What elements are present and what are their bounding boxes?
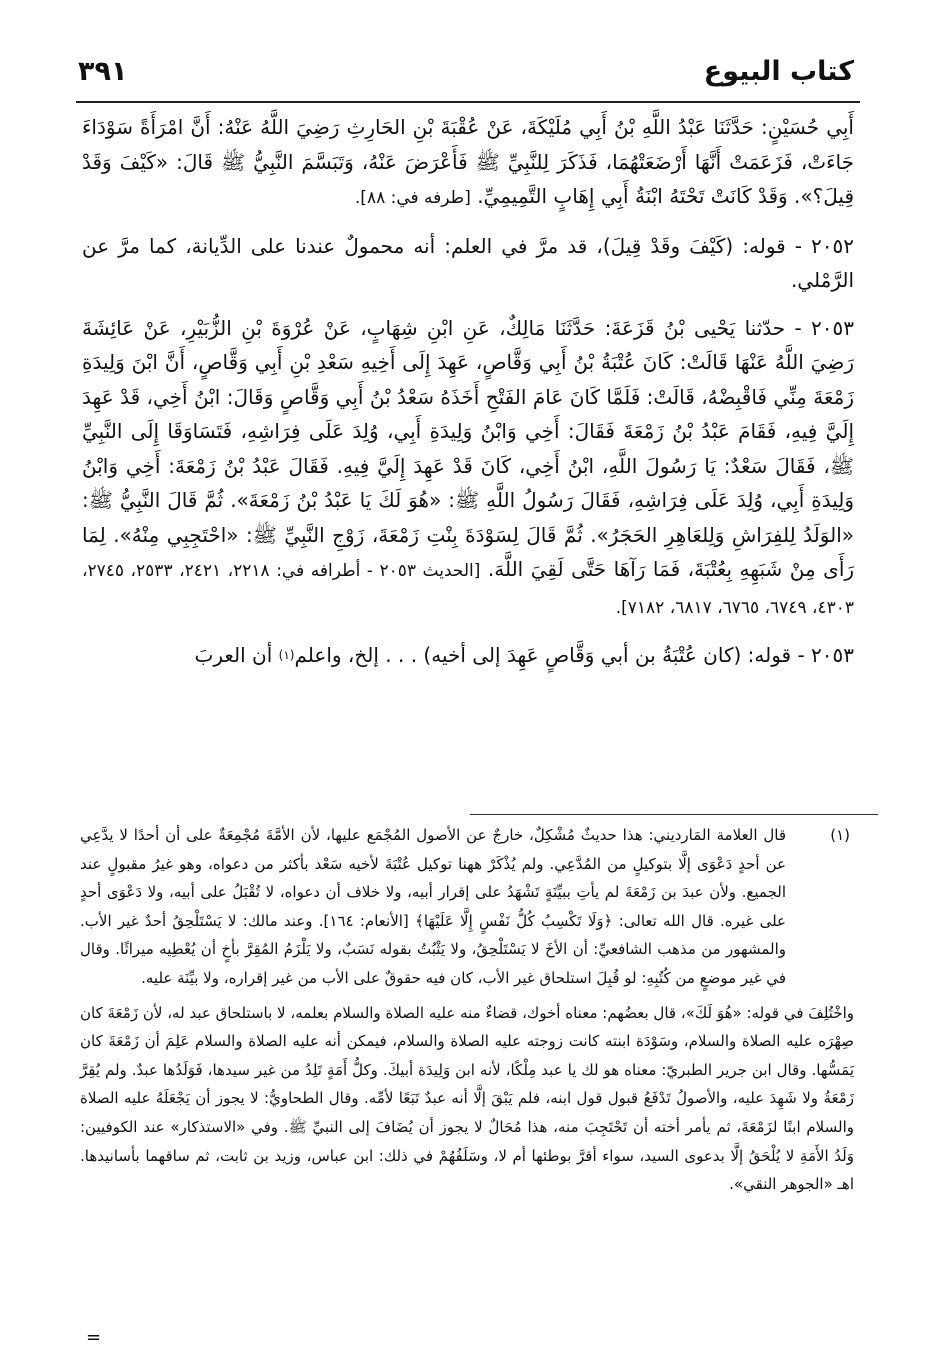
page-number: ٣٩١	[78, 56, 128, 87]
footnote-1: (١) قال العلامة المَارديني: هذا حديثٌ مُشْكِلٌ، خارجٌ عن الأصول المُجْمَع عليها، لأن الأمَّةَ مُجْمِعَةٌ على أن أحدًا لا يدَّعِي عن أحدٍ دَعْوَى إلَّا بتوكيلٍ من المُدَّعِي. ولم يُذْكَرْ ههنا توكيل عُتْبَةَ لأخيه سَعْد بأكثر من دعواه، وهو غيرُ مقبولٍ عند الجميع. ولأن عبدَ بن زَمْعَةَ لم يأتِ ببيِّنَةٍ تَشْهَدُ على إقرار أبيه، ولا خلاف أن دعواه، لا تُقْبَلُ على أبيه، ولا دَعْوَى أحدٍ على غيره. قال الله تعالى: ﴿وَلَا تَكْسِبُ كُلُّ نَفْسٍ إِلَّا عَلَيْهَا﴾ [الأنعام: ١٦٤]. وعند مالك: لا يَسْتَلْحِقُ أحدٌ غير الأب. والمشهور من مذهب الشافعيِّ: أن الأخَ لا يَسْتَلْحِقُ، ولا يَثْبُتُ بقوله نَسَبٌ، ولا يَلْزَمُ المُقِرَّ بأخٍ أن يُعْطِيه ميراثًا. وقال في غير موضعٍ من كُتُبِهِ: لو قُبِلَ استلحاق غير الأب، كان فيه حقوقٌ على الأب من غير إقراره، ولا بيِّنَة عليه.	[80, 821, 854, 993]
hadith-2053: ٢٠٥٣ - حدّثنا يَحْيى بْنُ قَزَعَةَ: حَدَّثَنَا مَالِكٌ، عَنِ ابْنِ شِهَابٍ، عَنْ عُرْوَةَ بْنِ الزُّبَيْرِ، عَنْ عَائِشَةَ رَضِيَ اللَّهُ عَنْهَا قَالَتْ: كَانَ عُتْبَةُ بْنُ أَبِي وَقَّاصٍ، عَهِدَ إِلَى أَخِيهِ سَعْدِ بْنِ أَبِي وَقَّاصٍ، أَنَّ ابْنَ وَلِيدَةِ زَمْعَةَ مِنِّي فَاقْبِضْهُ، قَالَتْ: فَلَمَّا كَانَ عَامَ الفَتْحِ أَخَذَهُ سَعْدُ بْنُ أَبِي وَقَّاصٍ وَقَالَ: ابْنُ أَخِي، قَدْ عَهِدَ إِلَيَّ فِيهِ، فَقَامَ عَبْدُ بْنُ زَمْعَةَ فَقَالَ: أَخِي وَابْنُ وَلِيدَةِ أَبِي، وُلِدَ عَلَى فِرَاشِهِ، فَتَسَاوَقَا إِلَى النَّبِيِّ ﷺ، فَقَالَ سَعْدٌ: يَا رَسُولَ اللَّهِ، ابْنُ أَخِي، كَانَ قَدْ عَهِدَ إِلَيَّ فِيهِ. فَقَالَ عَبْدُ بْنُ زَمْعَةَ: أَخِي وَابْنُ وَلِيدَةِ أَبِي، وُلِدَ عَلَى فِرَاشِهِ، فَقَالَ رَسُولُ اللَّهِ ﷺ: «هُوَ لَكَ يَا عَبْدُ بْنُ زَمْعَةَ». ثُمَّ قَالَ النَّبِيُّ ﷺ: «الوَلَدُ لِلفِرَاشِ وَلِلعَاهِرِ الحَجَرُ». ثُمَّ قَالَ لِسَوْدَةَ بِنْتِ زَمْعَةَ، زَوْجِ النَّبِيِّ ﷺ: «احْتَجِبِي مِنْهُ». لِمَا رَأَى مِنْ شَبَهِهِ بِعُتْبَةَ، فَمَا رَآهَا حَتَّى لَقِيَ اللَّهَ. [الحديث ٢٠٥٣ - أطرافه في: ٢٢١٨، ٢٤٢١، ٢٥٣٣، ٢٧٤٥، ٤٣٠٣، ٦٧٤٩، ٦٧٦٥، ٦٨١٧، ٧١٨٢].	[82, 315, 855, 618]
hadith-reference: [الحديث ٢٠٥٣ - أطرافه في: ٢٢١٨، ٢٤٢١، ٢٥٣٣، ٢٧٤٥، ٤٣٠٣، ٦٧٤٩، ٦٧٦٥، ٦٨١٧، ٧١٨٢].	[82, 561, 854, 618]
continuation-mark: =	[86, 1327, 102, 1348]
footnote-reference[interactable]: (١)	[278, 648, 295, 662]
footnote-1-continued: واخْتُلِفَ في قوله: «هُوَ لَكَ»، قال بعضُهم: معناه أخوك، قضاءٌ منه عليه الصلاة والسلام بعلمه، لا باستلحاق عبد له، لأن زَمْعَةَ كان صِهْرَه عليه الصلاة والسلام، وسَوْدَة ابنته كانت زوجته عليه الصلاة والسلام، فيمكن أنه عليه الصلاة والسلام عَلِمَ أن زَمْعَةَ كان يَمَسُّها. وقال ابن جرير الطبريّ: معناه هو لك يا عبد مِلْكًا، لأنه ابن وَلِيدَة أبيكَ. وكلُّ أَمَةٍ تَلِدُ من غير سيدها، فَوَلَدُها عبدٌ. ولم يُقِرَّ زَمْعَةُ ولا شَهِدَ عليه، والأصولُ تَدْفَعُ قبول قول ابنه، فلم يَبْقَ إلَّا أنه عبدٌ تَبَعًا لأمِّه. وقال الطحاويُّ: لا يجوز أن يَجْعَلَهُ عليه الصلاة والسلام ابنًا لزَمْعَةَ، ثم يأمر أخته أن تَحْتَجِبَ منه، هذا مُحَالٌ لا يجوز أن يُضَافَ إلى النبيِّ ﷺ. وفي «الاستذكار» عند الكوفيين: وَلَدُ الأَمَةِ لا يُلْحَقُ إلَّا بدعوى السيد، سواء أقرَّ بوطئها أم لا، وسَلَفُهُمْ في ذلك: ابن عباس، وزيد بن ثابت، ثم ساقهما بأسانيدها. اهـ «الجوهر النقي».	[80, 1003, 854, 1194]
book-title: كتاب البيوع	[703, 56, 854, 87]
commentary-2052: ٢٠٥٢ - قوله: (كَيْفَ وقَدْ قِيلَ)، قد مرَّ في العلم: أنه محمولٌ عندنا على الدِّيانة، كما مرَّ عن الرَّمْلي.	[82, 233, 854, 292]
main-text	[82, 110, 854, 673]
footnote-marker: (١)	[830, 826, 850, 844]
hadith-continuation: أَبِي حُسَيْنٍ: حَدَّثَنَا عَبْدُ اللَّهِ بْنُ أَبِي مُلَيْكَةَ، عَنْ عُقْبَةَ بْنِ الحَارِثِ رَضِيَ اللَّهُ عَنْهُ: أَنَّ امْرَأَةً سَوْدَاءَ جَاءَتْ، فَزَعَمَتْ أَنَّهَا أَرْضَعَتْهُمَا، فَذَكَرَ لِلنَّبِيِّ ﷺ فَأَعْرَضَ عَنْهُ، وَتَبَسَّمَ النَّبِيُّ ﷺ قَالَ: «كَيْفَ وَقَدْ قِيلَ؟». وَقَدْ كَانَتْ تَحْتَهُ ابْنَةُ أَبِي إِهَابٍ التَّمِيمِيِّ. [طرفه في: ٨٨].	[82, 115, 854, 208]
commentary-2053: ٢٠٥٣ - قوله: (كان عُتْبَةُ بن أبي وَقَّاصٍ عَهِدَ إلى أخيه) . . . إلخ، واعلم$^{(١)}$ أن العربَ	[194, 643, 854, 667]
header-divider	[76, 101, 860, 103]
hadith-reference: [طرفه في: ٨٨].	[354, 188, 471, 208]
page-header	[78, 56, 854, 96]
footnote-divider	[470, 814, 878, 815]
footnotes	[80, 821, 854, 1199]
